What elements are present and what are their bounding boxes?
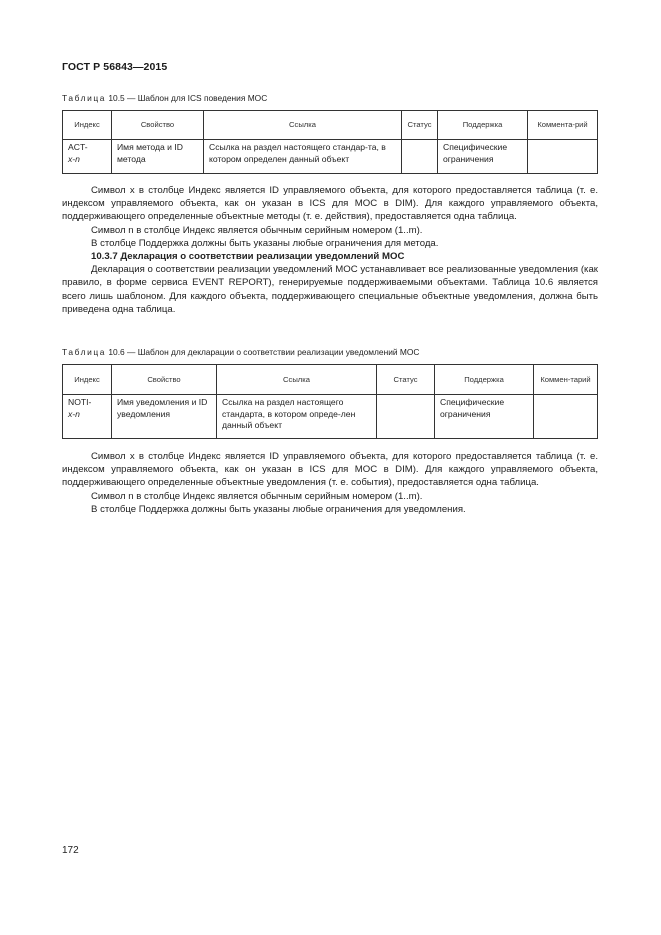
table-caption-text: 10.6 — Шаблон для декларации о соответствии реализации уведомлений МОС [106, 347, 420, 357]
paragraph: Символ n в столбце Индекс является обычным серийным номером (1..m). [91, 490, 423, 502]
col-header-comment: Коммента-рий [528, 111, 598, 140]
cell-property: Имя метода и ID метода [112, 140, 204, 174]
table-header-row [63, 365, 598, 395]
cell-support: Специфические ограничения [435, 395, 534, 439]
index-prefix: ACT- [68, 142, 88, 152]
cell-property: Имя уведомления и ID уведомления [112, 395, 217, 439]
paragraph: В столбце Поддержка должны быть указаны любые ограничения для метода. [91, 237, 439, 249]
col-header-reference: Ссылка [204, 111, 402, 140]
table-caption-label: Таблица [62, 93, 107, 103]
col-header-index: Индекс [63, 365, 112, 395]
index-suffix: x-n [68, 408, 80, 419]
cell-support: Специфические ограничения [438, 140, 528, 174]
paragraph: Символ x в столбце Индекс является ID управляемого объекта, для которого предоставляется таблица (т. е. индексом управляемого объекта, как он указан в ICS для МОС в DIM). Для каждого управляемого объекта, поддерживающего определенные объектные методы (т. е. действия), предоставляется одна таблица. [62, 185, 598, 223]
cell-status [377, 395, 435, 439]
table-10-5 [62, 110, 598, 174]
col-header-property: Свойство [112, 111, 204, 140]
col-header-support: Поддержка [435, 365, 534, 395]
col-header-reference: Ссылка [217, 365, 377, 395]
table-caption-label: Таблица [62, 347, 107, 357]
table-caption-text: 10.5 — Шаблон для ICS поведения МОС [106, 93, 268, 103]
cell-comment [534, 395, 598, 439]
col-header-status: Статус [377, 365, 435, 395]
paragraph: Символ x в столбце Индекс является ID управляемого объекта, для которого предоставляется таблица (т. е. индексом управляемого объекта, как он указан в ICS для МОС в DIM). Для каждого управляемого объекта, поддерживающего определенные объектные уведомления (т. е. события), предоставляется одна таблица. [62, 451, 598, 489]
col-header-comment: Коммен-тарий [534, 365, 598, 395]
col-header-status: Статус [402, 111, 438, 140]
paragraph: Декларация о соответствии реализации уведомлений МОС устанавливает все реализованные уведомления (как правило, в форме сервиса EVENT REPORT), генерируемые поддерживаемыми объектами. Таблица 10.6 является всего лишь шаблоном. Для каждого объекта, поддерживающего специальные объектные уведомления, должна быть приведена одна таблица. [62, 264, 598, 315]
section-heading: 10.3.7 Декларация о соответствии реализации уведомлений МОС [91, 251, 405, 263]
table-10-5-caption [62, 93, 267, 103]
cell-index [63, 395, 112, 439]
cell-index [63, 140, 112, 174]
col-header-index: Индекс [63, 111, 112, 140]
index-prefix: NOTI- [68, 397, 92, 407]
cell-status [402, 140, 438, 174]
table-row [63, 140, 598, 174]
paragraph: В столбце Поддержка должны быть указаны любые ограничения для уведомления. [91, 503, 466, 515]
col-header-support: Поддержка [438, 111, 528, 140]
table-header-row [63, 111, 598, 140]
cell-reference: Ссылка на раздел настоящего стандар-та, в котором определен данный объект [204, 140, 402, 174]
section-text-2 [62, 450, 598, 516]
table-10-6-caption [62, 347, 419, 357]
table-10-6 [62, 364, 598, 439]
col-header-property: Свойство [112, 365, 217, 395]
standard-header: ГОСТ Р 56843—2015 [62, 61, 168, 73]
cell-comment [528, 140, 598, 174]
page-number: 172 [62, 845, 79, 856]
cell-reference: Ссылка на раздел настоящего стандарта, в котором опреде-лен данный объект [217, 395, 377, 439]
paragraph: Символ n в столбце Индекс является обычным серийным номером (1..m). [91, 224, 423, 236]
index-suffix: x-n [68, 153, 80, 164]
table-row [63, 395, 598, 439]
section-text-1 [62, 184, 598, 316]
